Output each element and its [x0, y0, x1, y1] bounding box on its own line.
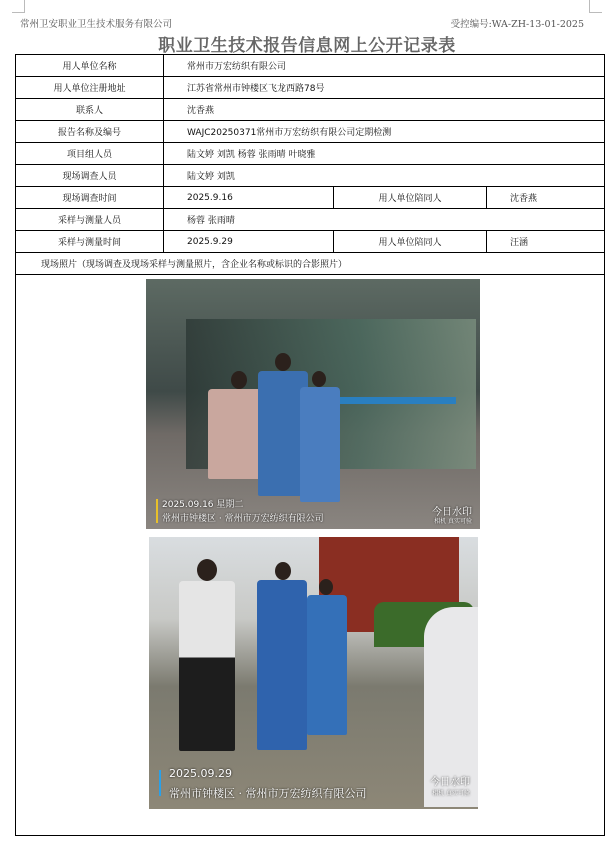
label-employer-name: 用人单位名称: [16, 55, 164, 77]
photo-date: 2025.09.29: [169, 767, 232, 780]
value-address: 江苏省常州市钟楼区飞龙西路78号: [164, 77, 605, 99]
sampling-photo: [149, 537, 478, 809]
person: [179, 581, 235, 751]
person: [300, 387, 340, 502]
person: [307, 595, 347, 735]
label-contact: 联系人: [16, 99, 164, 121]
table-row: [16, 187, 605, 209]
label-team: 项目组人员: [16, 143, 164, 165]
value-survey-escort: 沈香燕: [487, 187, 605, 209]
page-title: 职业卫生技术报告信息网上公开记录表: [158, 36, 456, 56]
value-survey-time: 2025.9.16: [164, 187, 334, 209]
table-row: [16, 165, 605, 187]
corner-mark: [12, 0, 25, 13]
value-sampling-staff: 杨蓉 张雨晴: [164, 209, 605, 231]
watermark-sub: 相机 真实可验: [432, 790, 470, 797]
label-sampling-escort: 用人单位陪同人: [334, 231, 487, 253]
label-sampling-staff: 采样与测量人员: [16, 209, 164, 231]
watermark-logo: 今日水印: [430, 777, 470, 788]
label-survey-time: 现场调查时间: [16, 187, 164, 209]
table-row: [16, 77, 605, 99]
site-survey-photo: [146, 279, 480, 529]
header-company: 常州卫安职业卫生技术服务有限公司: [20, 19, 173, 30]
watermark-sub: 相机 真实可验: [434, 518, 472, 525]
watermark-logo: 今日水印: [432, 507, 472, 518]
record-table: [15, 54, 605, 836]
table-row: [16, 55, 605, 77]
table-row: [16, 275, 605, 836]
table-row: [16, 143, 605, 165]
photos-note: 现场照片（现场调查及现场采样与测量照片，含企业名称或标识的合影照片）: [16, 253, 605, 275]
table-row: [16, 121, 605, 143]
label-survey-escort: 用人单位陪同人: [334, 187, 487, 209]
photo-location: 常州市钟楼区 · 常州市万宏纺织有限公司: [169, 787, 367, 800]
label-sampling-time: 采样与测量时间: [16, 231, 164, 253]
header-doc-code: 受控编号:WA-ZH-13-01-2025: [450, 19, 584, 30]
table-row: [16, 209, 605, 231]
photo-date: 2025.09.16 星期二: [162, 500, 244, 510]
label-report: 报告名称及编号: [16, 121, 164, 143]
value-report: WAJC20250371常州市万宏纺织有限公司定期检测: [164, 121, 605, 143]
photos-cell: [16, 275, 605, 836]
corner-mark: [589, 0, 602, 13]
photo-location: 常州市钟楼区 · 常州市万宏纺织有限公司: [162, 514, 324, 524]
value-employer-name: 常州市万宏纺织有限公司: [164, 55, 605, 77]
value-sampling-escort: 汪涵: [487, 231, 605, 253]
value-sampling-time: 2025.9.29: [164, 231, 334, 253]
table-row: [16, 99, 605, 121]
value-team: 陆文婷 刘凯 杨蓉 张雨晴 叶晓雅: [164, 143, 605, 165]
label-survey-staff: 现场调查人员: [16, 165, 164, 187]
label-address: 用人单位注册地址: [16, 77, 164, 99]
table-row: [16, 231, 605, 253]
value-survey-staff: 陆文婷 刘凯: [164, 165, 605, 187]
value-contact: 沈香燕: [164, 99, 605, 121]
table-row: [16, 253, 605, 275]
person: [257, 580, 307, 750]
